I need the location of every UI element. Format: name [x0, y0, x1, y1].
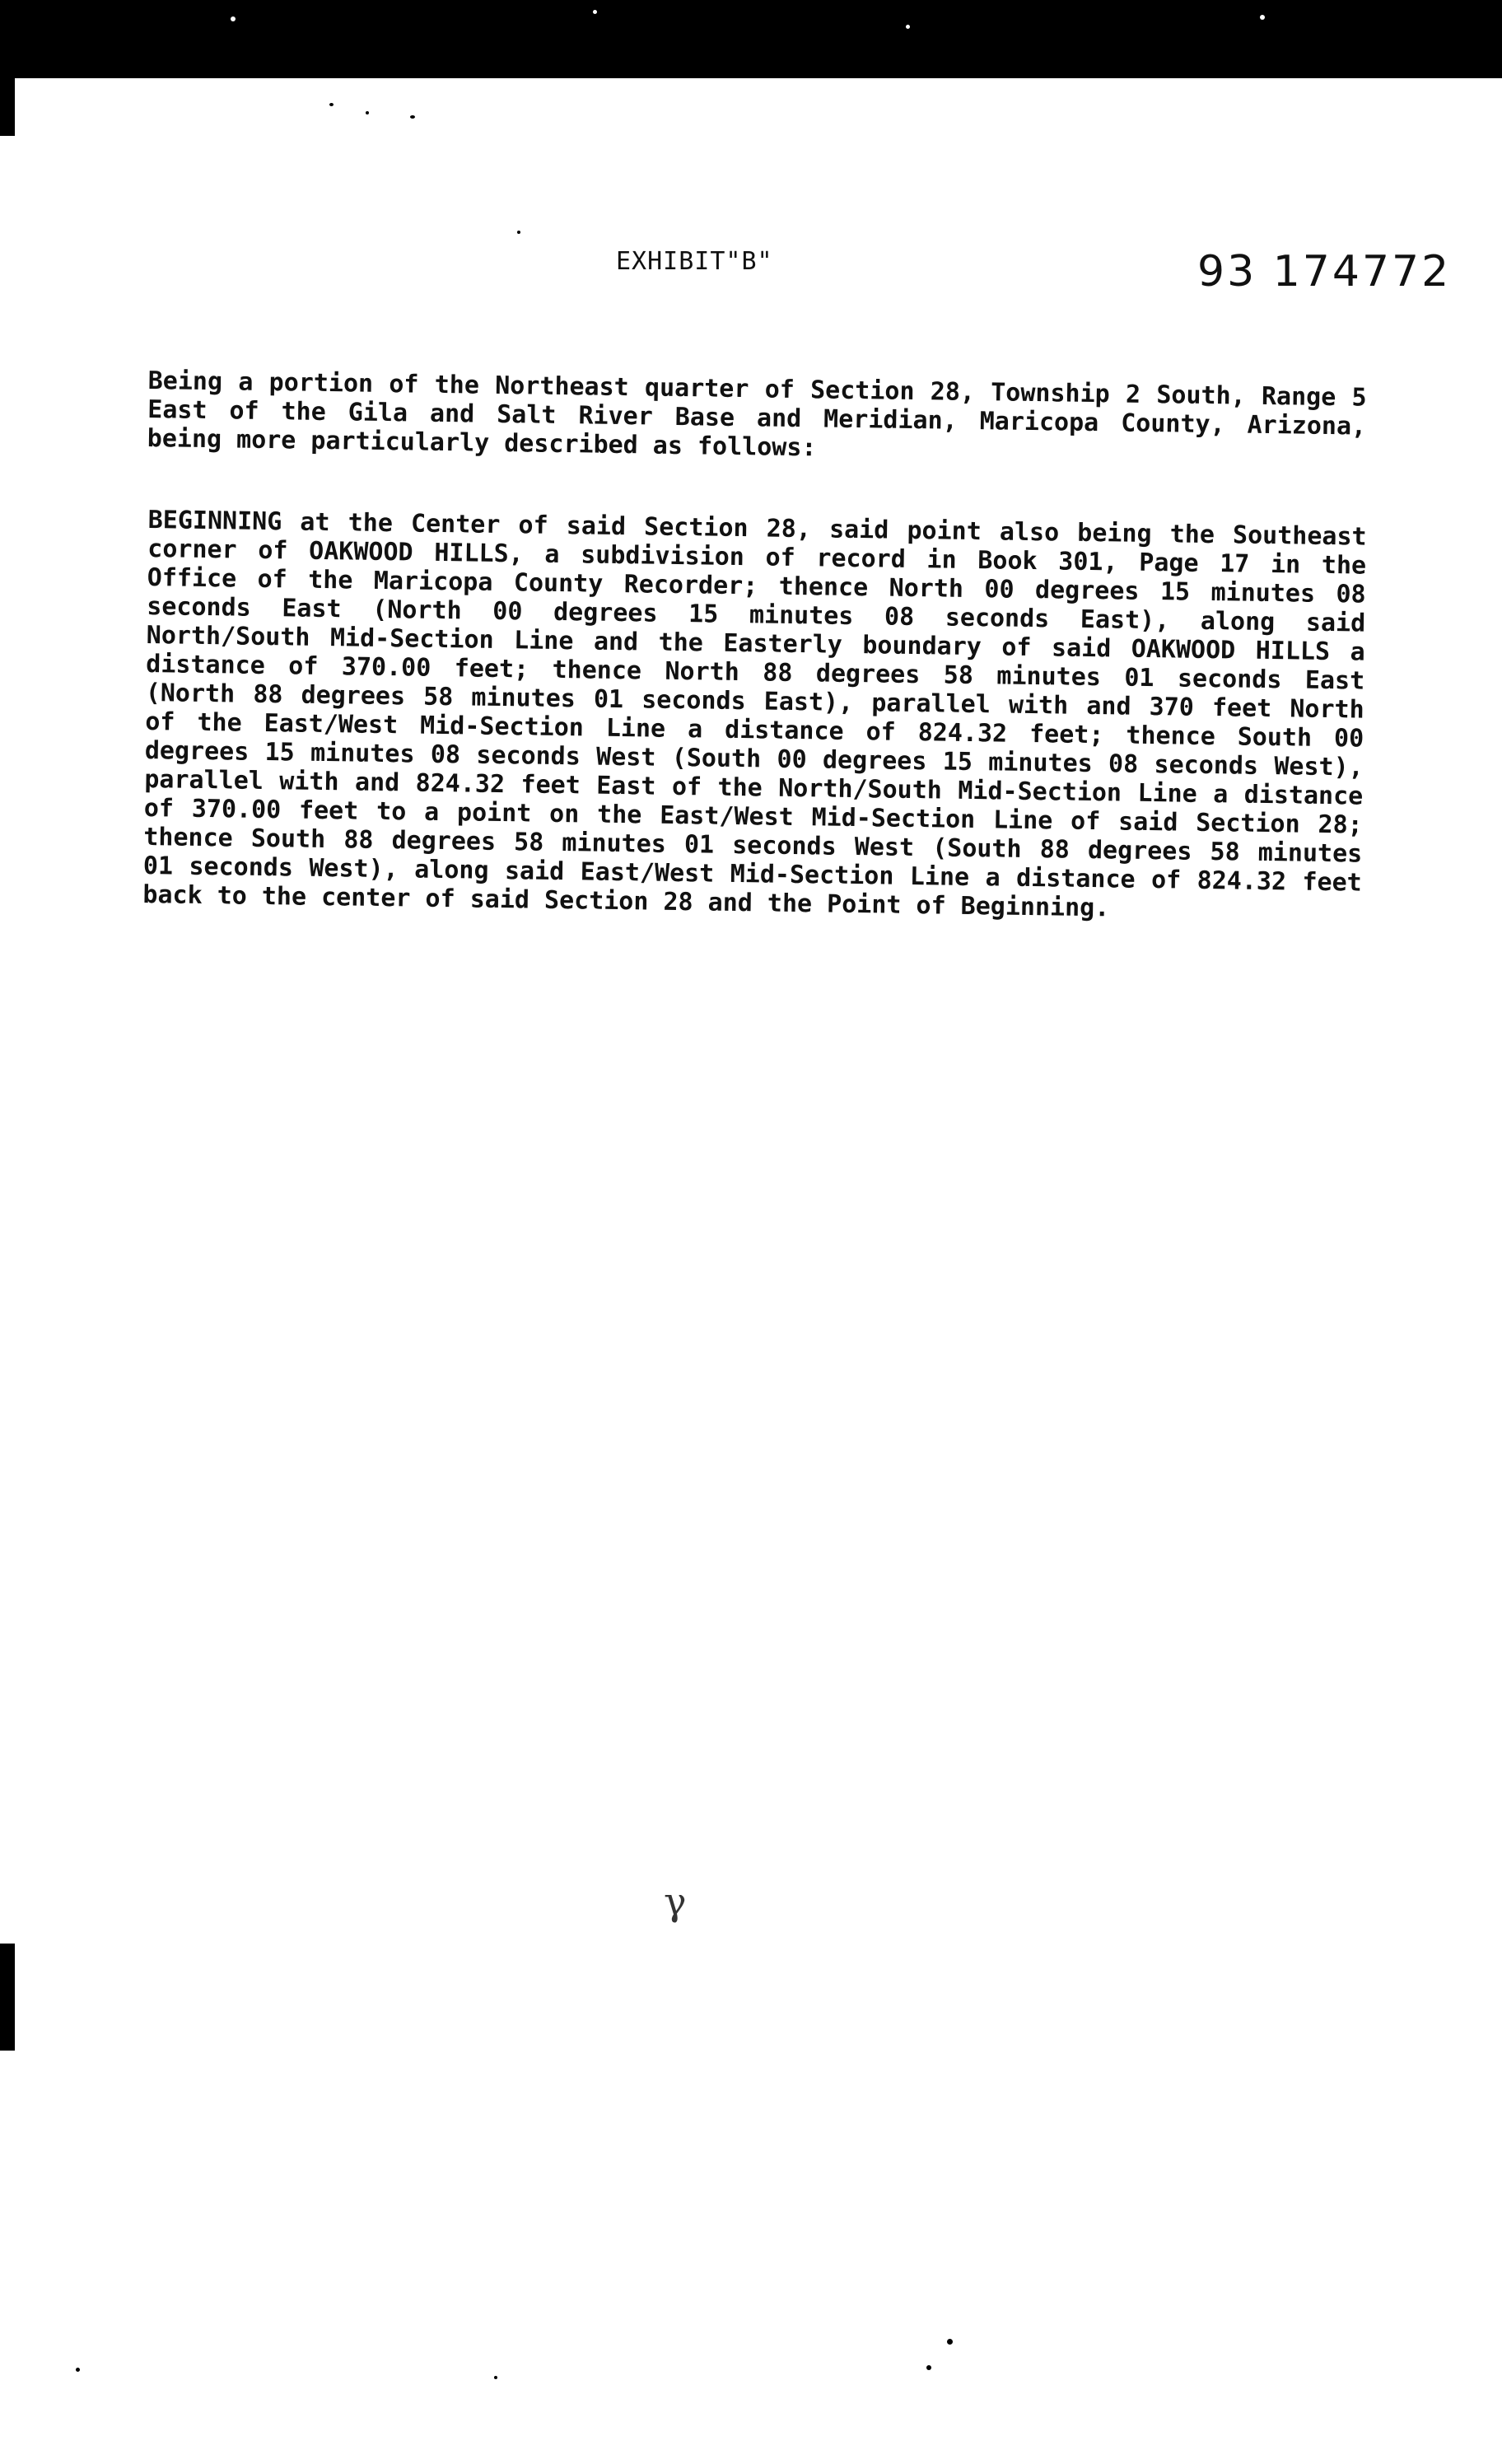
- recording-number: 93 174772: [1197, 247, 1452, 296]
- scan-speck: [329, 103, 334, 106]
- scan-speck: [410, 115, 415, 119]
- scan-border-top: [0, 0, 1502, 78]
- scan-speck: [906, 25, 910, 29]
- scan-speck: [1260, 15, 1265, 20]
- scan-speck: [517, 231, 520, 234]
- scan-speck: [366, 111, 369, 114]
- scan-speck: [76, 2368, 80, 2372]
- scan-speck: [926, 2365, 931, 2370]
- scan-speck: [231, 16, 236, 21]
- scan-speck: [947, 2339, 953, 2345]
- handwritten-mark: γ: [664, 1879, 687, 1924]
- legal-description-intro: Being a portion of the Northeast quarter of Section 28, Township 2 South, Range 5 East of the Gila and Salt River Base and Meridian, Maricopa County, Arizona, being more particularly described as follows:: [147, 366, 1367, 463]
- scan-speck: [494, 2376, 497, 2379]
- legal-description-metes-bounds: BEGINNING at the Center of said Section 28, said point also being the Southeast corner of OAKWOOD HILLS, a subdivision of record in Book 301, Page 17 in the Office of the Maricopa County Recorder; thence North 00 degrees 15 minutes 08 seconds East (North 00 degrees 15 minutes 08 seconds East), along said North/South Mid-Section Line and the Easterly boundary of said OAKWOOD HILLS a distance of 370.00 feet; thence North 88 degrees 58 minutes 01 seconds East (North 88 degrees 58 minutes 01 seconds East), parallel with and 370 feet North of the East/West Mid-Section Line a distance of 824.32 feet; thence South 00 degrees 15 minutes 08 seconds West (South 00 degrees 15 minutes 08 seconds West), parallel with and 824.32 feet East of the North/South Mid-Section Line a distance of 370.00 feet to a point on the East/West Mid-Section Line of said Section 28; thence South 88 degrees 58 minutes 01 seconds West (South 88 degrees 58 minutes 01 seconds West), along said East/West Mid-Section Line a distance of 824.32 feet back to the center of said Section 28 and the Point of Beginning.: [142, 506, 1367, 923]
- exhibit-title: EXHIBIT"B": [616, 247, 773, 276]
- scan-speck: [593, 10, 597, 14]
- scan-edge-mark: [0, 1944, 15, 2051]
- scan-edge-mark: [0, 78, 15, 136]
